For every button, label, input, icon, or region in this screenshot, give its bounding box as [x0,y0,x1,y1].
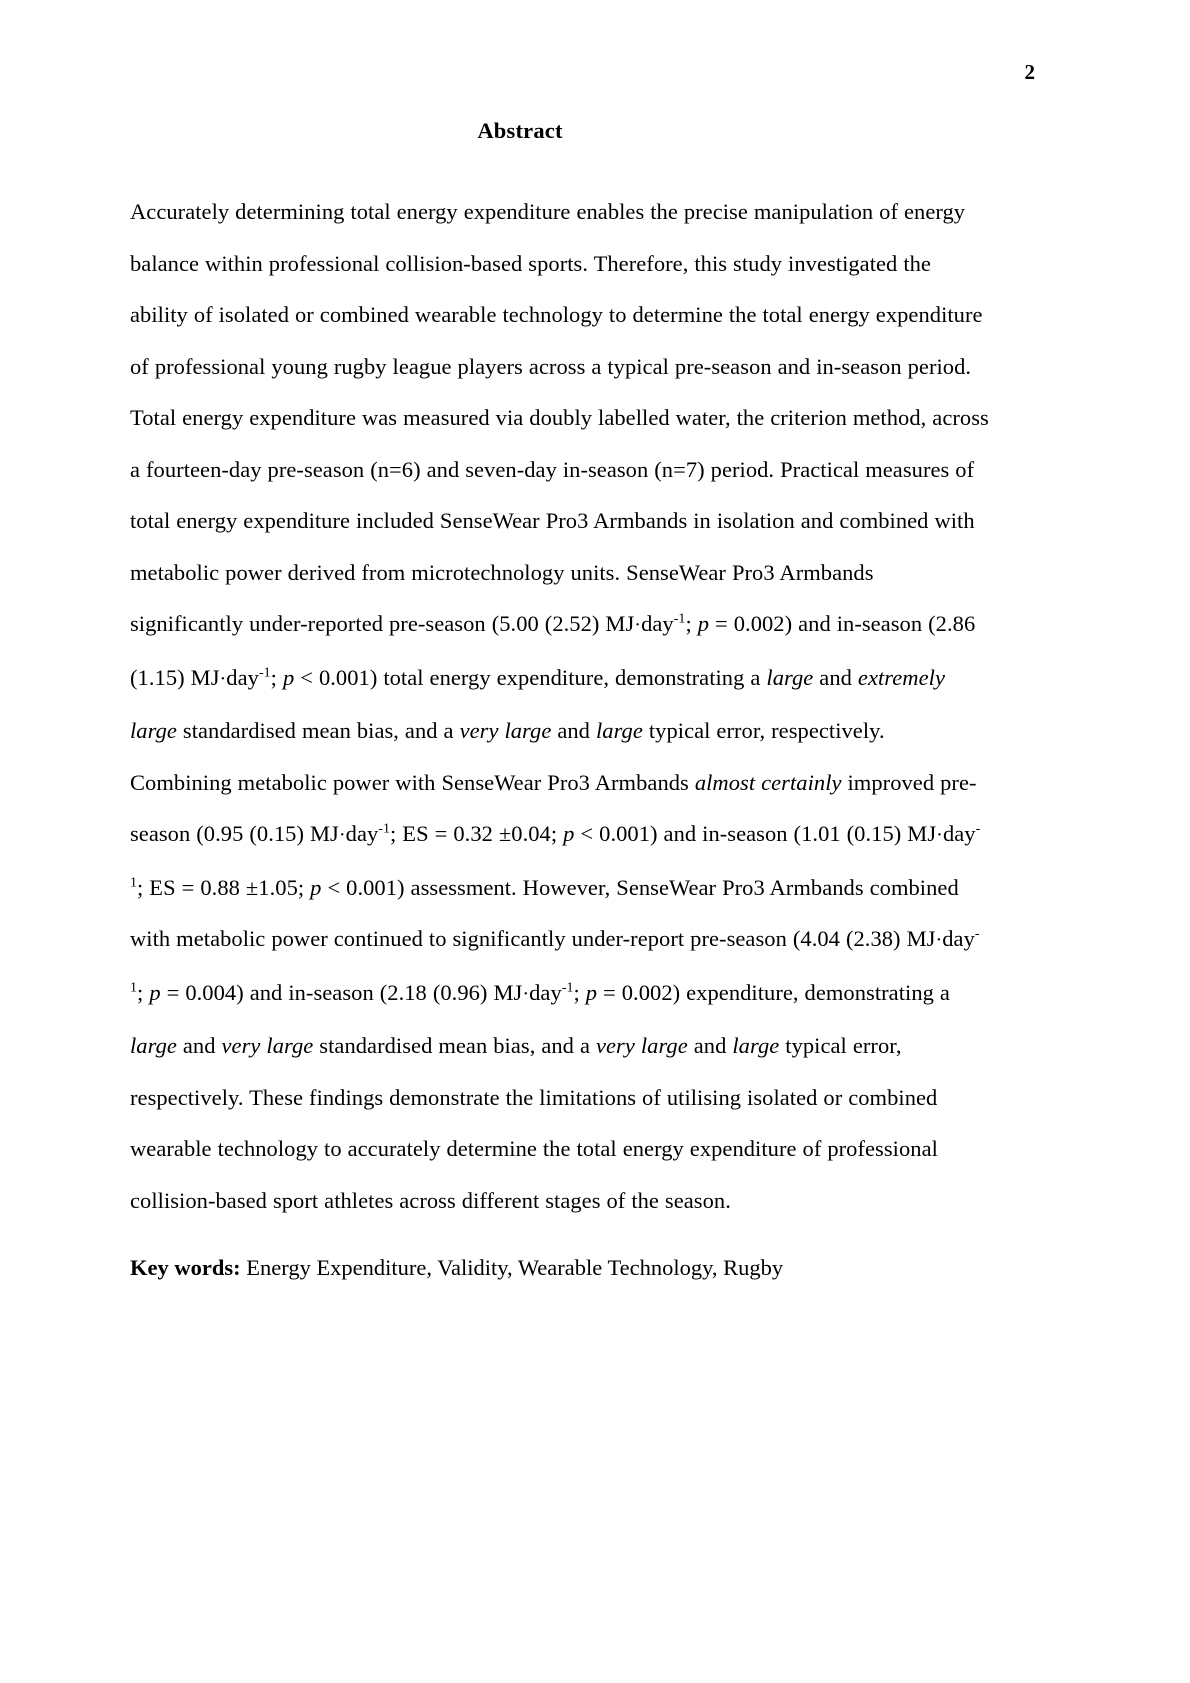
middle-dot: · [634,614,642,636]
body-text-run: ; [573,979,586,1005]
body-text-run: day [226,664,259,690]
middle-dot: · [219,667,227,690]
body-text-run: day [345,821,379,846]
body-text-run: < 0.001) total energy expenditure, demonstrating a [294,664,767,690]
middle-dot: · [936,824,943,846]
abstract-section [130,118,990,1294]
body-text-run: and [687,1033,733,1058]
emphasis-text: almost certainly [694,769,842,795]
body-text-run: = 0.002) and in-season (2.86 (1.15) MJ [130,611,976,690]
body-text-run: day [529,979,562,1005]
body-text-run: = 0.004) and in-season (2.18 (0.96) MJ [160,979,523,1005]
body-text-run: standardised mean bias, and a [313,1033,596,1058]
emphasis-text: very large [221,1033,314,1058]
keywords-value: Energy Expenditure, Validity, Wearable Technology, Rugby [240,1255,784,1280]
body-text-run: and [813,664,858,690]
body-text-run: Accurately determining total energy expenditure enables the precise manipulation of energy balance within professional collision-based sports. Therefore, this study investigated the ability of isolated or combined wearable technology to determine the total energy expenditure of professional young rugby league players across a typical pre-season and in-season period. Total energy expenditure was measured via doubly labelled water, the criterion method, across a fourteen-day pre-season (n=6) and seven-day in-season (n=7) period. Practical measures of total energy expenditure included SenseWear Pro3 Armbands in isolation and combined with metabolic power derived from microtechnology units. SenseWear Pro3 Armbands significantly under-reported pre-season (5.00 (2.52) MJ [130,199,989,636]
stat-symbol: p [282,664,295,690]
body-text-run: < 0.001) and in-season (1.01 (0.15) MJ [574,821,937,846]
superscript-exponent: -1 [378,821,391,837]
superscript-exponent: -1 [561,980,574,995]
emphasis-text: extremely large [130,664,945,743]
body-text-run: ; ES = 0.88 ±1.05; [137,874,311,900]
body-text-run: day [942,821,976,846]
stat-symbol: p [149,979,161,1005]
emphasis-text: large [130,1033,177,1058]
superscript-exponent: -1 [673,611,686,627]
body-text-run: ; [137,979,150,1005]
middle-dot: · [935,929,943,951]
emphasis-text: very large [459,718,552,743]
middle-dot: · [338,824,346,846]
middle-dot: · [522,982,530,1005]
body-text-run: typical error, respectively. These findings demonstrate the limitations of utilising isolated or combined wearable technology to accurately determine the total energy expenditure of professional collision-based sport athletes across different stages of the season. [130,1033,938,1213]
superscript-exponent: -1 [258,665,271,680]
body-text-run: day [641,611,674,636]
body-text-run: ; ES = 0.32 ±0.04; [390,821,564,846]
emphasis-text: very large [595,1033,688,1058]
body-text-run: and [176,1033,222,1058]
body-text-run: ; [685,611,698,636]
abstract-body-text [130,186,990,1226]
body-text-run: improved pre-season (0.95 (0.15) MJ [130,769,977,846]
body-text-run: and [551,718,596,743]
page-number: 2 [1024,60,1035,84]
stat-symbol: p [697,611,710,636]
emphasis-text: large [595,718,643,743]
body-text-run: typical error, respectively. Combining metabolic power with SenseWear Pro3 Armbands [130,718,885,795]
abstract-heading: Abstract [477,118,563,143]
keywords-label: Key words: [130,1255,241,1280]
body-text-run: day [942,926,975,951]
superscript-exponent: -1 [130,926,980,995]
stat-symbol: p [563,821,575,846]
stat-symbol: p [310,874,322,900]
emphasis-text: large [766,664,814,690]
body-text-run: standardised mean bias, and a [176,718,460,743]
body-text-run: = 0.002) expenditure, demonstrating a [597,979,950,1005]
body-text-run: ; [270,664,283,690]
keywords-line [130,1242,990,1294]
emphasis-text: large [732,1033,780,1058]
stat-symbol: p [585,979,598,1005]
superscript-exponent: -1 [130,821,981,890]
body-text-run: < 0.001) assessment. However, SenseWear Pro3 Armbands combined with metabolic power continued to significantly under-report pre-season (4.04 (2.38) MJ [130,874,959,951]
